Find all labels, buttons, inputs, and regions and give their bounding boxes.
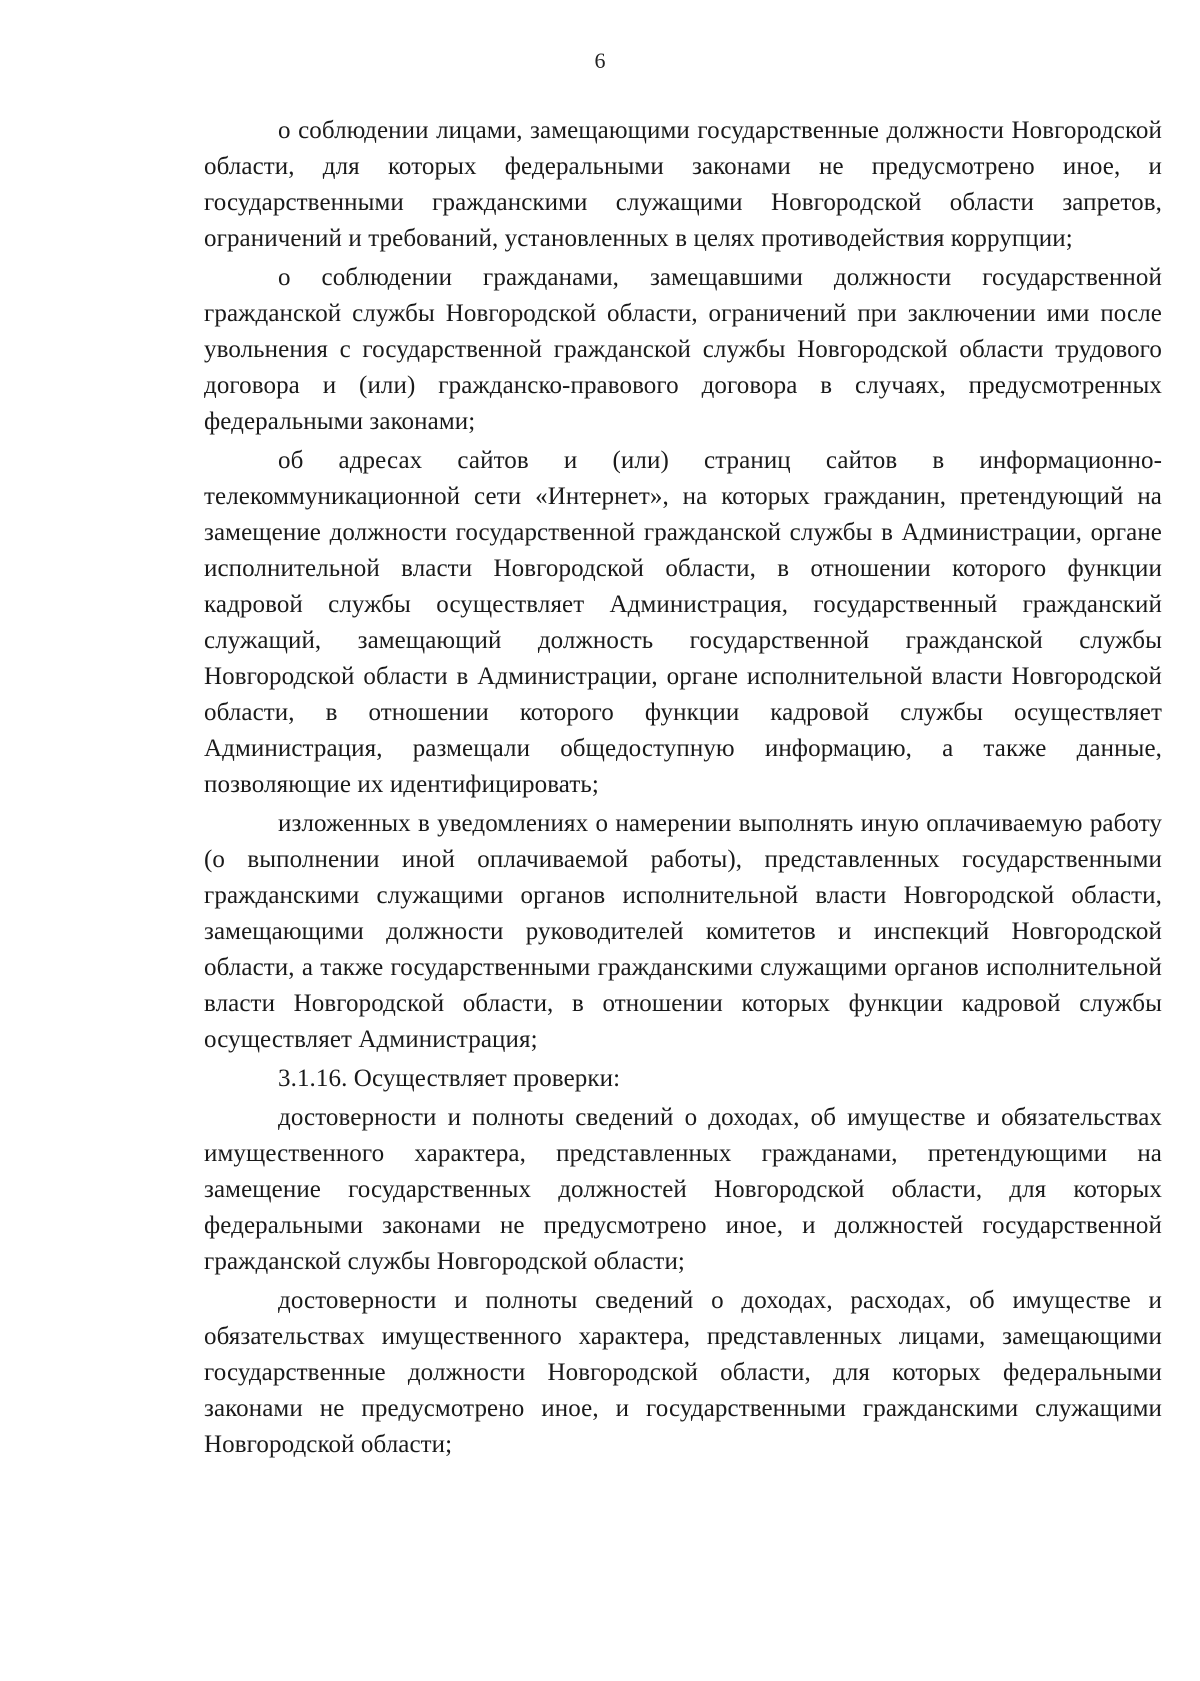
paragraph-former-servants-contracts: о соблюдении гражданами, замещавшими должности государственной гражданской службы Новгородской области, ограничений при заключении ими после увольнения с государственной гражданской службы Новгородской области трудового договора и (или) гражданско-правового договора в случаях, предусмотренных федеральными законами;	[204, 264, 1162, 435]
paragraph-internet-sites: об адресах сайтов и (или) страниц сайтов в информационно-телекоммуникационной сети «Интернет», на которых гражданин, претендующий на замещение должности государственной гражданской службы в Администрации, органе исполнительной власти Новгородской области, в отношении которого функции кадровой службы осуществляет Администрация, государственный гражданский служащий, замещающий должность государственной гражданской службы Новгородской области в Администрации, органе исполнительной власти Новгородской области, в отношении которого функции кадровой службы осуществляет Администрация, размещали общедоступную информацию, а также данные, позволяющие их идентифицировать;	[204, 447, 1162, 798]
page-number: 6	[594, 48, 606, 73]
section-heading-3-1-16: 3.1.16. Осуществляет проверки:	[278, 1065, 621, 1092]
paragraph-verification-officials: достоверности и полноты сведений о доходах, расходах, об имуществе и обязательствах имущественного характера, представленных лицами, замещающими государственные должности Новгородской области, для которых федеральными законами не предусмотрено иное, и государственными гражданскими служащими Новгородской области;	[204, 1287, 1162, 1458]
paragraph-compliance-restrictions: о соблюдении лицами, замещающими государственные должности Новгородской области, для которых федеральными законами не предусмотрено иное, и государственными гражданскими служащими Новгородской области запретов, ограничений и требований, установленных в целях противодействия коррупции;	[204, 117, 1162, 252]
paragraph-verification-candidates: достоверности и полноты сведений о доходах, об имуществе и обязательствах имущественного характера, представленных гражданами, претендующими на замещение государственных должностей Новгородской области, для которых федеральными законами не предусмотрено иное, и должностей государственной гражданской службы Новгородской области;	[204, 1104, 1162, 1275]
document-body	[204, 113, 1162, 1466]
paragraph-paid-work-notifications: изложенных в уведомлениях о намерении выполнять иную оплачиваемую работу (о выполнении иной оплачиваемой работы), представленных государственными гражданскими служащими органов исполнительной власти Новгородской области, замещающими должности руководителей комитетов и инспекций Новгородской области, а также государственными гражданскими служащими органов исполнительной власти Новгородской области, в отношении которых функции кадровой службы осуществляет Администрация;	[204, 810, 1162, 1053]
